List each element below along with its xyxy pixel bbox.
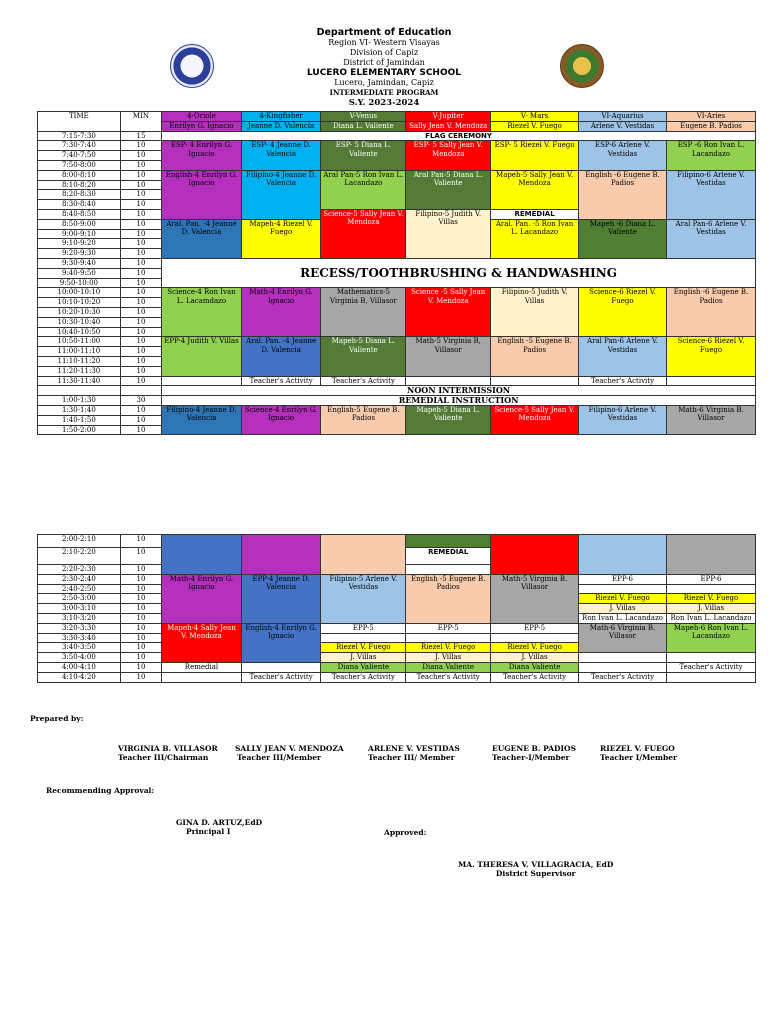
class-cell <box>406 376 491 386</box>
time-cell: 7:50-8:00 <box>38 160 121 170</box>
class-cell: ESP- 5 Sally Jean V. Mendoza <box>406 141 491 170</box>
class-cell: Filipino-4 Jeanne D. Valencia <box>241 170 321 219</box>
time-cell: 3:30-3:40 <box>38 633 121 643</box>
school-year: S.Y. 2023-2024 <box>348 98 420 108</box>
time-cell: 10:10-10:20 <box>38 298 121 308</box>
class-cell: Filipino-5 Arlene V. Vestidas <box>321 574 406 623</box>
class-cell: Aral Pan-5 Diana L. Valiente <box>406 170 491 209</box>
minutes-cell: 10 <box>120 643 161 653</box>
address-text: Lucero, Jamindan, Capiz <box>334 78 434 87</box>
class-cell <box>491 535 579 575</box>
class-cell: Science-6 Riezel V. Fuego <box>579 288 667 337</box>
class-cell: EPP-5 <box>491 623 579 633</box>
class-cell: ESP- 4 Jeanne D. Valencia <box>241 141 321 170</box>
class-cell: Math-5 Virginia B. Villasor <box>491 574 579 623</box>
minutes-cell: 10 <box>120 633 161 643</box>
time-cell: 8:00-8:10 <box>38 170 121 180</box>
minutes-cell <box>120 386 161 396</box>
minutes-cell: 10 <box>120 376 161 386</box>
department-title: Department of Education <box>316 27 452 38</box>
minutes-cell: 10 <box>120 239 161 249</box>
class-cell <box>579 535 667 575</box>
column-header: V-Venus <box>321 112 406 122</box>
minutes-cell: 10 <box>120 317 161 327</box>
column-header: VI-Aquarius <box>579 112 667 122</box>
minutes-cell: 10 <box>120 337 161 347</box>
minutes-cell: 10 <box>120 565 161 575</box>
class-cell: J. Villas <box>406 653 491 663</box>
minutes-cell: 10 <box>120 151 161 161</box>
approved-label: Approved: <box>384 828 427 837</box>
time-cell: 2:50-3:00 <box>38 594 121 604</box>
time-cell: 2:00-2:10 <box>38 535 121 548</box>
class-cell: Aral Pan-6 Arlene V. Vestidas <box>666 219 755 258</box>
class-cell: English -6 Eugene B. Padios <box>579 170 667 219</box>
teacher-activity-label: Teacher's Activity <box>406 672 491 682</box>
column-header: 4-Oriole <box>162 112 242 122</box>
schedule-table-morning <box>37 111 756 435</box>
minutes-cell: 10 <box>120 160 161 170</box>
class-cell: English-4 Enrilyn G. Ignacio <box>162 170 242 219</box>
class-cell: Science-5 Sally Jean V. Mendoza <box>321 209 406 258</box>
supervisor-signature: MA. THERESA V. VILLAGRACIA, EdD District Supervisor <box>458 860 614 878</box>
class-cell: Mapeh-5 Sally Jean V. Mendoza <box>491 170 579 209</box>
class-cell: EPP-4 Judith V. Villas <box>162 337 242 376</box>
teacher-activity-label: Teacher's Activity <box>241 672 321 682</box>
class-cell: Riezel V. Fuego <box>579 594 667 604</box>
minutes-cell: 10 <box>120 662 161 672</box>
class-cell: Science-4 Ron Ivan L. Lacamdazo <box>162 288 242 337</box>
class-cell <box>162 672 242 682</box>
class-cell: ESP- 5 Riezel V. Fuego <box>491 141 579 170</box>
time-cell: 9:50-10:00 <box>38 278 121 288</box>
time-cell: 9:10-9:20 <box>38 239 121 249</box>
class-cell: Mapeh-6 Ron Ivan L. Lacandazo <box>666 623 755 652</box>
time-cell: 8:20-8:30 <box>38 190 121 200</box>
minutes-cell: 10 <box>120 288 161 298</box>
time-cell: 11:20-11:30 <box>38 366 121 376</box>
class-cell: Aral. Pan. -4 Jeanne D. Valencia <box>241 337 321 376</box>
signatory-1: VIRGINIA B. VILLASOR Teacher III/Chairman <box>118 744 218 762</box>
minutes-cell: 10 <box>120 405 161 415</box>
minutes-cell: 10 <box>120 190 161 200</box>
principal-signature: GINA D. ARTUZ,EdD Principal I <box>176 818 263 836</box>
class-cell: Mathematics-5 Virginia B, Villasor <box>321 288 406 337</box>
teacher-activity-label: Teacher's Activity <box>241 376 321 386</box>
time-cell: 7:40-7:50 <box>38 151 121 161</box>
class-cell: Filipino-5 Judith V. Villas <box>406 209 491 258</box>
class-cell <box>666 584 755 594</box>
program-text: INTERMEDIATE PROGRAM <box>329 88 439 97</box>
column-header: VI-Aries <box>666 112 755 122</box>
minutes-cell: 10 <box>120 229 161 239</box>
minutes-cell: 10 <box>120 672 161 682</box>
minutes-cell: 10 <box>120 594 161 604</box>
minutes-cell: 10 <box>120 425 161 435</box>
class-cell: Math-5 Virginia B, Villasor <box>406 337 491 376</box>
class-cell: ESP- 5 Diana L. Valiente <box>321 141 406 170</box>
class-cell <box>321 633 406 643</box>
class-cell: J. Villas <box>666 604 755 614</box>
time-cell: 3:10-3:20 <box>38 613 121 623</box>
minutes-cell: 10 <box>120 623 161 633</box>
time-cell: 7:15-7:30 <box>38 131 121 141</box>
column-header: 4-Kingfisher <box>241 112 321 122</box>
schedule-table-afternoon <box>37 534 756 683</box>
minutes-cell: 10 <box>120 307 161 317</box>
time-cell: 8:50-9:00 <box>38 219 121 229</box>
minutes-cell: 10 <box>120 298 161 308</box>
minutes-cell: 10 <box>120 249 161 259</box>
division-text: Division of Capiz <box>349 48 419 57</box>
teacher-activity-label: Teacher's Activity <box>321 376 406 386</box>
time-cell: 2:40-2:50 <box>38 584 121 594</box>
class-cell: Remedial <box>162 662 242 672</box>
minutes-cell: 10 <box>120 356 161 366</box>
time-cell: 1:40-1:50 <box>38 415 121 425</box>
remedial-label: REMEDIAL <box>491 209 579 219</box>
class-cell <box>162 376 242 386</box>
class-cell <box>241 535 321 575</box>
recess-label: RECESS/TOOTHBRUSHING & HANDWASHING <box>162 258 756 287</box>
minutes-cell: 10 <box>120 209 161 219</box>
class-cell: Filipino-6 Arlene V. Vestidas <box>579 405 667 434</box>
class-cell: Aral. Pan. -4 Jeanne D. Valencia <box>162 219 242 258</box>
class-cell <box>406 633 491 643</box>
class-cell: ESP-6 Arlene V. Vestidas <box>579 141 667 170</box>
class-cell: Math-6 Virginia B. Villasor <box>579 623 667 652</box>
time-cell: 8:30-8:40 <box>38 200 121 210</box>
time-cell: 8:10-8:20 <box>38 180 121 190</box>
time-cell: 2:20-2:30 <box>38 565 121 575</box>
class-cell: ESP- 4 Enrilyn G. Ignacio <box>162 141 242 170</box>
adviser-cell: Jeanne D. Valencia <box>241 121 321 131</box>
time-cell <box>38 386 121 396</box>
minutes-cell: 10 <box>120 180 161 190</box>
class-cell: Mapeh-5 Diana L. Valiente <box>406 405 491 434</box>
class-cell: Science-5 Sally Jean V. Mendoza <box>491 405 579 434</box>
class-cell: English -5 Eugene B. Padios <box>406 574 491 623</box>
adviser-cell: Enrilyn G. Ignacio <box>162 121 242 131</box>
class-cell: Math-4 Enrilyn G. Ignacio <box>241 288 321 337</box>
class-cell: J. Villas <box>579 604 667 614</box>
class-cell: Filipino-6 Arlene V. Vestidas <box>666 170 755 219</box>
class-cell <box>406 565 491 575</box>
class-cell <box>321 535 406 575</box>
minutes-cell: 10 <box>120 268 161 278</box>
time-cell: 1:00-1:30 <box>38 396 121 406</box>
class-cell: EPP-6 <box>666 574 755 584</box>
minutes-cell: 10 <box>120 613 161 623</box>
time-cell: 2:30-2:40 <box>38 574 121 584</box>
time-cell: 1:30-1:40 <box>38 405 121 415</box>
class-cell: Filipino-5 Judith V. Villas <box>491 288 579 337</box>
class-cell: Riezel V. Fuego <box>406 643 491 653</box>
class-cell: EPP-6 <box>579 574 667 584</box>
adviser-cell: Riezel V. Fuego <box>491 121 579 131</box>
minutes-cell: 10 <box>120 604 161 614</box>
adviser-cell: Diana L. Valiente <box>321 121 406 131</box>
region-text: Region VI- Western Visayas <box>328 38 440 47</box>
time-cell: 7:30-7:40 <box>38 141 121 151</box>
class-cell: Math-4 Enrilyn G. Ignacio <box>162 574 242 623</box>
time-cell: 10:50-11:00 <box>38 337 121 347</box>
remedial-instruction-label: REMEDIAL INSTRUCTION <box>162 396 756 406</box>
class-cell <box>406 535 491 548</box>
adviser-cell: Sally Jean V. Mendoza <box>406 121 491 131</box>
class-cell <box>579 584 667 594</box>
minutes-cell: 10 <box>120 141 161 151</box>
class-cell <box>666 535 755 575</box>
class-cell: Diana Valiente <box>321 662 406 672</box>
minutes-cell: 10 <box>120 548 161 565</box>
teacher-activity-label: Teacher's Activity <box>666 662 755 672</box>
class-cell: Science -5 Sally Jean V. Mendoza <box>406 288 491 337</box>
minutes-cell: 10 <box>120 574 161 584</box>
class-cell: Riezel V. Fuego <box>321 643 406 653</box>
teacher-activity-label: Teacher's Activity <box>579 672 667 682</box>
time-cell: 10:00-10:10 <box>38 288 121 298</box>
teacher-activity-label: Teacher's Activity <box>321 672 406 682</box>
teacher-activity-label: Teacher's Activity <box>491 672 579 682</box>
minutes-cell: 10 <box>120 653 161 663</box>
class-cell: Riezel V. Fuego <box>666 594 755 604</box>
minutes-cell: 10 <box>120 200 161 210</box>
minutes-cell: 15 <box>120 131 161 141</box>
time-cell: 10:40-10:50 <box>38 327 121 337</box>
time-cell: 3:20-3:30 <box>38 623 121 633</box>
time-cell: 9:30-9:40 <box>38 258 121 268</box>
time-cell: 11:30-11:40 <box>38 376 121 386</box>
signatory-2: SALLY JEAN V. MENDOZA Teacher III/Member <box>235 744 344 762</box>
minutes-cell: 10 <box>120 170 161 180</box>
class-cell: Aral Pan-6 Arlene V. Vestidas <box>579 337 667 376</box>
minutes-cell: 10 <box>120 535 161 548</box>
column-header: V-Jupiter <box>406 112 491 122</box>
time-cell: 4:00-4:10 <box>38 662 121 672</box>
class-cell: Aral. Pan. -5 Ron Ivan L. Lacandazo <box>491 219 579 258</box>
class-cell <box>579 662 667 672</box>
class-cell <box>666 672 755 682</box>
class-cell: Riezel V. Fuego <box>491 643 579 653</box>
district-text: District of Jamindan <box>343 58 425 67</box>
minutes-cell: 30 <box>120 396 161 406</box>
time-cell: 10:20-10:30 <box>38 307 121 317</box>
minutes-cell: 10 <box>120 584 161 594</box>
class-cell: Ron Ivan L. Lacandazo <box>579 613 667 623</box>
class-cell: Aral Pan-5 Ron Ivan L. Lacandazo <box>321 170 406 209</box>
class-cell: Diana Valiente <box>491 662 579 672</box>
remedial-label: REMEDIAL <box>406 548 491 565</box>
time-cell: 8:40-8:50 <box>38 209 121 219</box>
adviser-cell: Eugene B. Padios <box>666 121 755 131</box>
time-cell: 11:00-11:10 <box>38 347 121 357</box>
school-name: LUCERO ELEMENTARY SCHOOL <box>306 68 461 78</box>
time-cell: 4:10-4:20 <box>38 672 121 682</box>
minutes-cell: 10 <box>120 327 161 337</box>
signatory-4: EUGENE B. PADIOS Teacher-I/Member <box>492 744 576 762</box>
class-cell: EPP-4 Jeanne D. Valencia <box>241 574 321 623</box>
teacher-activity-label: Teacher's Activity <box>579 376 667 386</box>
noon-intermission-label: NOON INTERMISSION <box>162 386 756 396</box>
time-cell: 9:20-9:30 <box>38 249 121 259</box>
class-cell: Mapeh -6 Diana L. Valiente <box>579 219 667 258</box>
class-cell: J. Villas <box>491 653 579 663</box>
class-cell: English-5 Eugene B. Padios <box>321 405 406 434</box>
signatory-3: ARLENE V. VESTIDAS Teacher III/ Member <box>368 744 460 762</box>
class-cell: Ron Ivan L. Lacandazo <box>666 613 755 623</box>
time-cell: 11:10-11:20 <box>38 356 121 366</box>
time-cell: 9:00-9:10 <box>38 229 121 239</box>
minutes-cell: 10 <box>120 366 161 376</box>
adviser-cell: Arlene V. Vestidas <box>579 121 667 131</box>
class-cell <box>491 376 579 386</box>
class-cell: Science-4 Enrilyn G. Ignacio <box>241 405 321 434</box>
time-cell: 3:50-4:00 <box>38 653 121 663</box>
class-cell: EPP-5 <box>321 623 406 633</box>
class-cell: Diana Valiente <box>406 662 491 672</box>
minutes-cell: 10 <box>120 219 161 229</box>
class-cell <box>579 653 667 663</box>
column-header: MIN <box>120 112 161 132</box>
class-cell: Filipino-4 Jeanne D. Valencia <box>162 405 242 434</box>
time-cell: 1:50-2:00 <box>38 425 121 435</box>
signatory-5: RIEZEL V. FUEGO Teacher I/Member <box>600 744 677 762</box>
time-cell: 2:10-2:20 <box>38 548 121 565</box>
minutes-cell: 10 <box>120 278 161 288</box>
class-cell: Mapeh-5 Diana L. Valiente <box>321 337 406 376</box>
minutes-cell: 10 <box>120 258 161 268</box>
class-cell: J. Villas <box>321 653 406 663</box>
class-cell: Math-6 Virginia B. Villasor <box>666 405 755 434</box>
class-cell: English -6 Eugene B. Padios <box>666 288 755 337</box>
class-cell <box>666 653 755 663</box>
time-cell: 3:40-3:50 <box>38 643 121 653</box>
class-cell <box>162 535 242 575</box>
class-cell: ESP -6 Ron Ivan L. Lacandazo <box>666 141 755 170</box>
column-header: TIME <box>38 112 121 132</box>
prepared-by-label: Prepared by: <box>30 714 84 723</box>
minutes-cell: 10 <box>120 415 161 425</box>
class-cell: Science-6 Riezel V. Fuego <box>666 337 755 376</box>
class-cell: EPP-5 <box>406 623 491 633</box>
class-cell: Mapeh-4 Sally Jean V. Mendoza <box>162 623 242 662</box>
time-cell: 3:00-3:10 <box>38 604 121 614</box>
column-header: V- Mars <box>491 112 579 122</box>
document-header <box>0 28 768 108</box>
class-cell <box>666 376 755 386</box>
class-cell: Mapeh-4 Riezel V. Fuego <box>241 219 321 258</box>
flag-ceremony-label: FLAG CEREMONY <box>162 131 756 141</box>
class-cell <box>241 662 321 672</box>
time-cell: 10:30-10:40 <box>38 317 121 327</box>
minutes-cell: 10 <box>120 347 161 357</box>
recommending-label: Recommending Approval: <box>46 786 155 795</box>
time-cell: 9:40-9:50 <box>38 268 121 278</box>
class-cell <box>491 633 579 643</box>
class-cell: English -5 Eugene B. Padios <box>491 337 579 376</box>
class-cell: English-4 Enrilyn G. Ignacio <box>241 623 321 662</box>
